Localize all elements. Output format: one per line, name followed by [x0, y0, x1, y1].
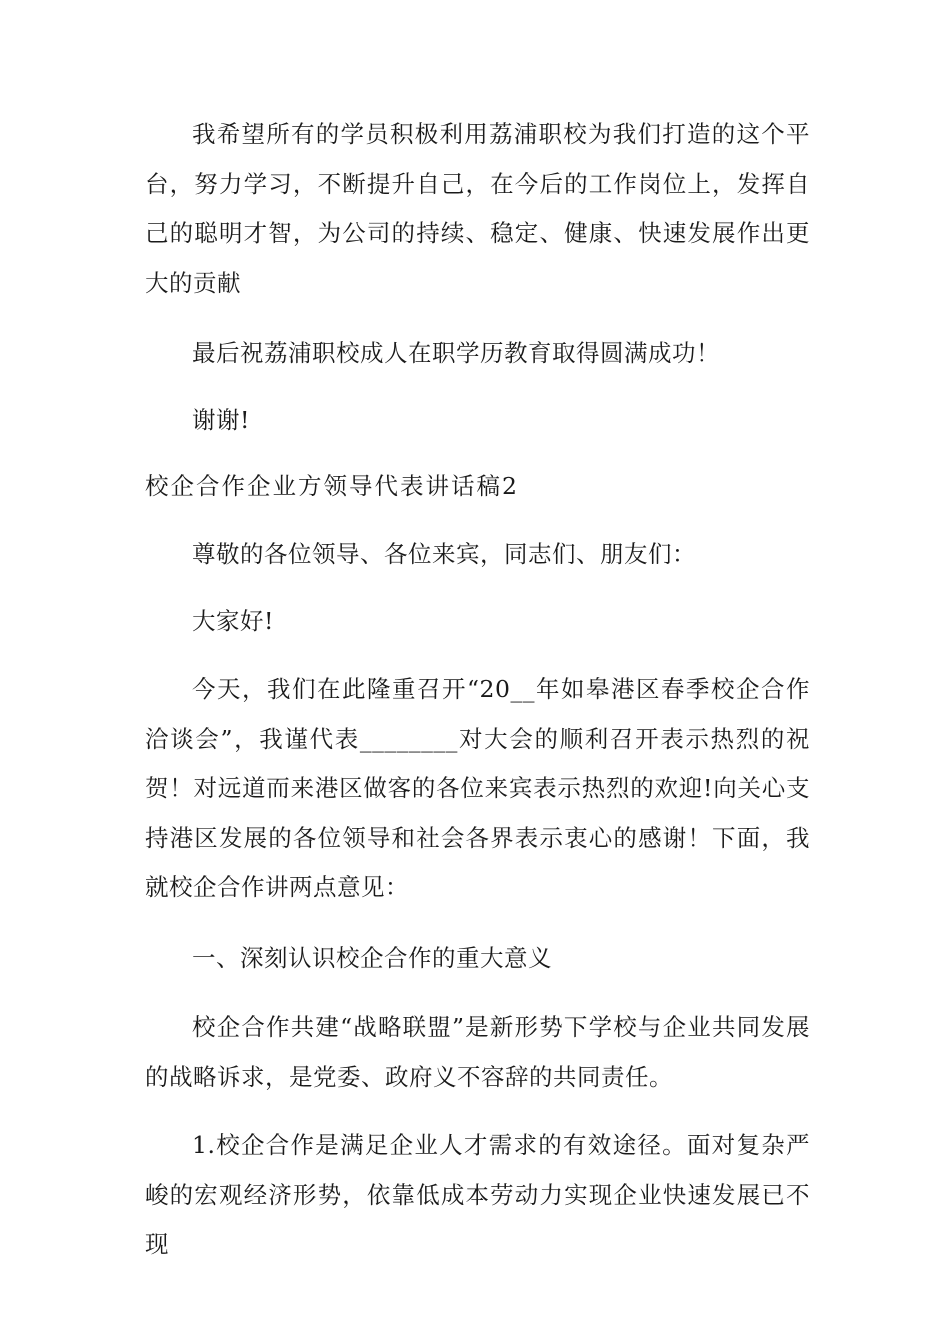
paragraph-platform-hope: 我希望所有的学员积极利用荔浦职校为我们打造的这个平台，努力学习，不断提升自己，在今后的工作岗位上，发挥自己的聪明才智，为公司的持续、稳定、健康、快速发展作出更大的贡献 — [145, 120, 810, 297]
paragraph-talent-demand: 1.校企合作是满足企业人才需求的有效途径。面对复杂严峻的宏观经济形势，依靠低成本劳动力实现企业快速发展已不现 — [145, 1131, 810, 1258]
paragraph-greeting: 大家好! — [192, 607, 274, 635]
paragraph-strategic-alliance: 校企合作共建“战略联盟”是新形势下学校与企业共同发展的战略诉求，是党委、政府义不容辞的共同责任。 — [145, 1013, 810, 1091]
paragraph-salutation: 尊敬的各位领导、各位来宾，同志们、朋友们： — [192, 540, 696, 568]
paragraph-opening-remarks: 今天，我们在此隆重召开“20__年如皋港区春季校企合作洽谈会”，我谨代表________对大会的顺利召开表示热烈的祝贺！对远道而来港区做客的各位来宾表示热烈的欢迎!向关心支持港区发展的各位领导和社会各界表示衷心的感谢！下面，我就校企合作讲两点意见： — [145, 675, 810, 901]
paragraph-section-one-title: 一、深刻认识校企合作的重大意义 — [192, 944, 552, 972]
section-heading: 校企合作企业方领导代表讲话稿2 — [145, 472, 519, 500]
paragraph-closing-wish: 最后祝荔浦职校成人在职学历教育取得圆满成功！ — [192, 339, 720, 367]
paragraph-thanks: 谢谢! — [192, 406, 250, 434]
